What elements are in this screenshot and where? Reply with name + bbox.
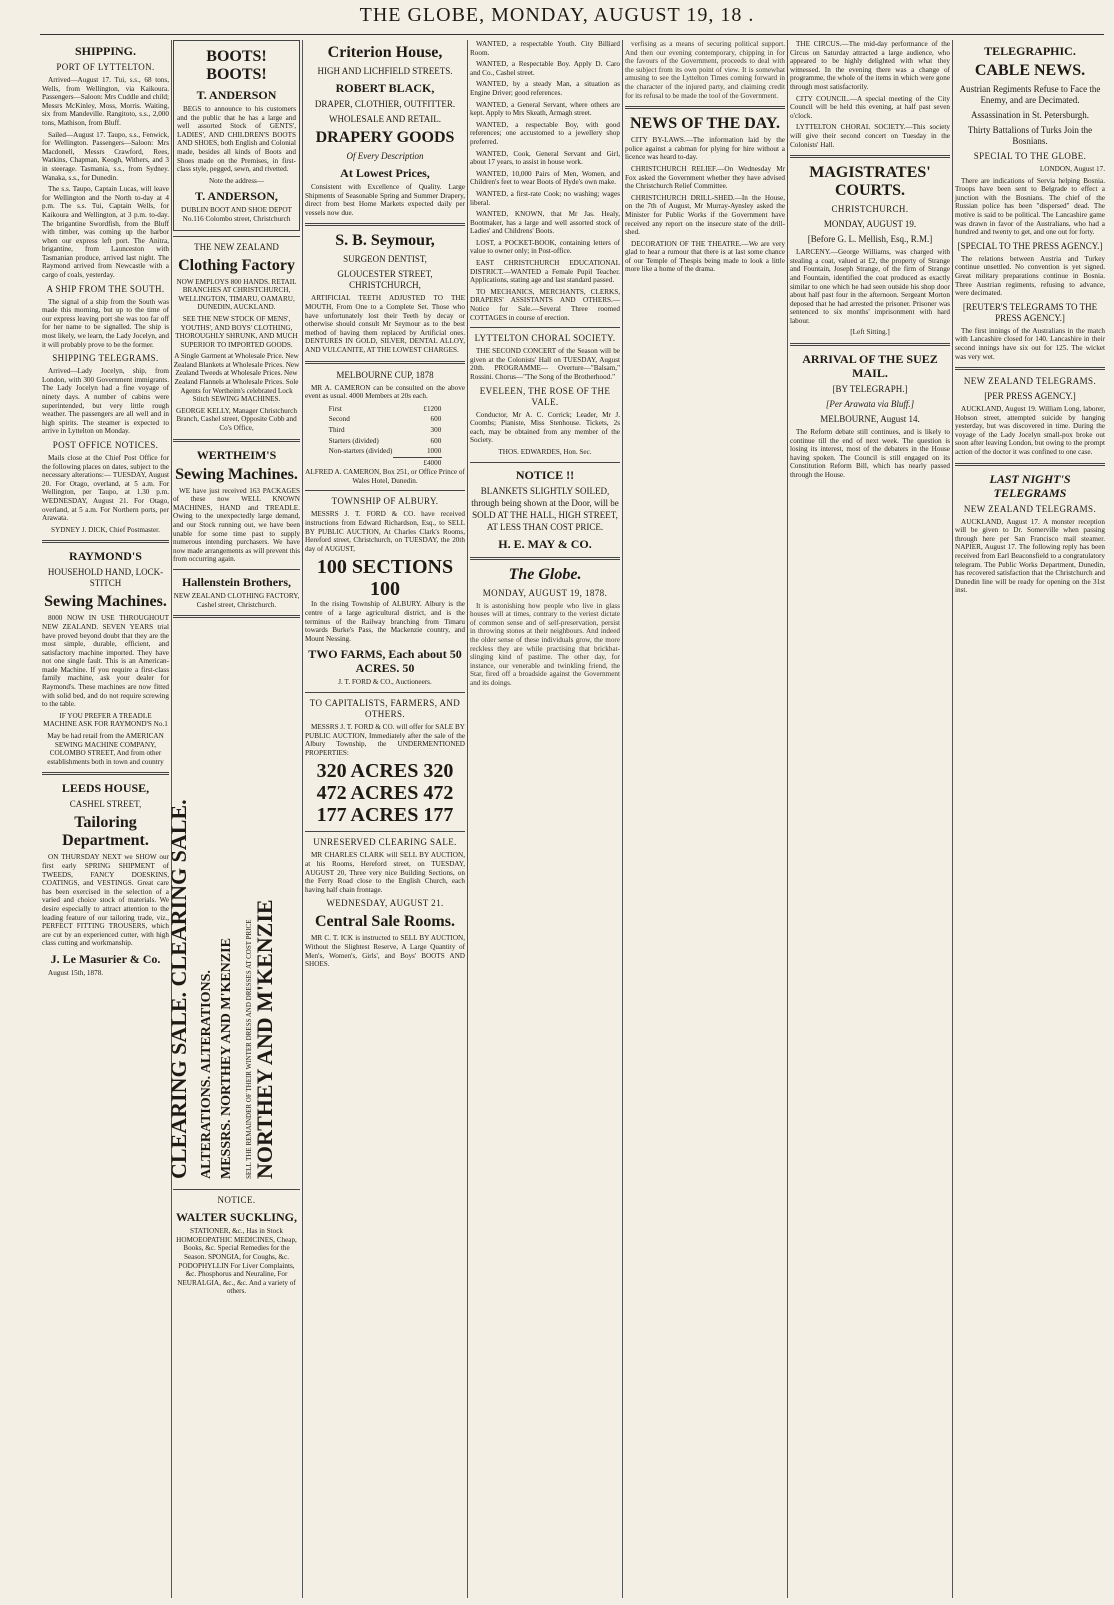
sailed-text: Sailed—August 17. Taupo, s.s., Fenwick, for Wellington. Passengers—Saloon: Mrs Macdonell, Messrs Crawford, Rees, Watkins, Chapman, Keogh, Withers, and 3 in steerage. Tasmania, s.s., from Sydney. Wanaka, s.s., for Dunedin. <box>42 130 169 182</box>
globe-date: MONDAY, AUGUST 19, 1878. <box>482 587 608 598</box>
separator <box>955 463 1105 466</box>
cable-sub-2: Assassination in St. Petersburgh. <box>970 110 1090 120</box>
press-text: The relations between Austria and Turkey continue unsettled. No convention is yet signed. Great military preparations continue in Bosnia. Three Austrian regiments, refusing to advance, were decimated. <box>955 254 1105 298</box>
cable-heading: CABLE NEWS. <box>974 62 1086 79</box>
wanted-item: WANTED, Cook, General Servant and Girl, about 17 years, to assist in house work. <box>470 149 620 167</box>
separator <box>625 106 785 109</box>
leeds-heading: LEEDS HOUSE, <box>61 781 150 796</box>
prize-value: 1000 <box>426 447 442 456</box>
wanted-item: WANTED, a respectable Youth. City Billiard Room. <box>470 40 620 57</box>
notice-heading: NOTICE !! <box>515 467 575 482</box>
column-divider <box>467 40 468 1598</box>
wanted-item: WANTED, a respectable Boy, with good references; one accustomed to a jewellery shop preferred. <box>470 120 620 146</box>
arrived-text: Arrived—August 17. Tui, s.s., 68 tons, Wells, from Wellington, via Kaikoura. Passengers—Saloon: Mrs Cuddle and child; Messrs McKinley, Moss, Morris. Waiting, six from Mandeville. Rangitoto, s.s., 2,000 tons, Mathison, from Bluff. <box>42 76 169 127</box>
albury-text-2: In the rising Township of ALBURY. Albury is the centre of a large agricultural district, and is the terminus of the Railway branching from Timaru towards Burke's Pass, the Mackenzie country, and Mount Nessing. <box>305 600 465 643</box>
melbourne-text: MR A. CAMERON can be consulted on the above event as usual. 4000 Members at 20s each. <box>305 383 465 401</box>
news-item: CHRISTCHURCH DRILL-SHED.—In the House, on the 7th of August, Mr Murray-Aynsley asked the Minister for Public Works if the Government have received any report on the insecure state of the drill-shed. <box>625 193 785 237</box>
column-shipping <box>42 40 169 1598</box>
criterion-heading: Criterion House, <box>327 44 443 61</box>
cable-sub: Austrian Regiments Refuse to Face the Enemy, and are Decimated. <box>959 84 1101 105</box>
drapery-sub: Of Every Description <box>346 151 424 161</box>
blankets-text: BLANKETS SLIGHTLY SOILED, through being shown at the Door, will be SOLD AT THE HALL, HIGH STREET, AT LESS THAN COST PRICE. <box>471 485 619 532</box>
albury-sections: 100 SECTIONS 100 <box>316 556 454 601</box>
prize-label: Starters (divided) <box>328 436 379 445</box>
city-council-text: CITY COUNCIL.—A special meeting of the City Council will be held this evening, at half past seven o'clock. <box>790 94 950 120</box>
table-row <box>328 457 443 468</box>
central-text: MR C. T. ICK is instructed to SELL BY AUCTION, Without the Slightest Reserve, A Large Quantity of Men's, Women's, Girls', and Boys' BOOTS AND SHOES. <box>305 934 465 969</box>
circus-text: THE CIRCUS.—The mid-day performance of the Circus on Saturday attracted a large audience, who appeared to be highly delighted with what they witnessed. In the evening there was a change of programme, the whole of the items in which were gone through most satisfactorily. <box>790 40 950 91</box>
remainder-text: SELL THE REMAINDER OF THEIR WINTER DRESS AND DRESSES AT COST PRICE <box>245 919 253 1180</box>
seymour-address: GLOUCESTER STREET, CHRISTCHURCH, <box>337 269 433 291</box>
telegrams-text: Arrived—Lady Jocelyn, ship, from London, with 300 Government immigrants. The Lady Jocelyn had a fine voyage of ninety days. A number of cabins were superintended, but very little rough weather. The passengers are all well and in high spirits. The steamer is expected to arrive in Lyttelton on Monday. <box>42 367 169 436</box>
magistrates-before: [Before G. L. Mellish, Esq., R.M.] <box>807 234 933 245</box>
shipping-heading: SHIPPING. <box>74 44 136 58</box>
lost-item: LOST, a POCKET-BOOK, containing letters of value to owner only; in Post-office. <box>470 238 620 256</box>
telegrams-heading: SHIPPING TELEGRAMS. <box>52 353 159 364</box>
column-divider <box>952 40 953 1598</box>
walter-text: STATIONER, &c., Has in Stock HOMOEOPATHIC MEDICINES, Cheap, Books, &c. Special Remedies for the Season. SPONGIA, for Coughs, &c. PODOPHYLLIN For Liver Complaints, &c. Phosphorus and Neuraline, For NEURALGIA, &c., &c. And a variety of others. <box>176 1227 297 1296</box>
wanted-item: WANTED, by a steady Man, a situation as Engine Driver; good references. <box>470 80 620 97</box>
post-office-text: Mails close at the Chief Post Office for the following places on dates, subject to the necessary alterations:— TUESDAY, August 20. For Otago, overland, at 5 a.m. For Wellington, per Taupo, at 1.30 p.m. WEDNESDAY, August 21. For Otago, overland, at 5 a.m. For Northern ports, per Arawata. <box>42 453 169 523</box>
choral-sign: THOS. EDWARDES, Hon. Sec. <box>498 447 592 456</box>
separator <box>42 772 169 775</box>
magistrates-heading: MAGISTRATES' COURTS. <box>809 164 931 200</box>
last-night-heading: LAST NIGHT'S TELEGRAMS <box>989 471 1071 500</box>
last-night-text: AUCKLAND, August 17. A monster reception will be given to Dr. Somerville when passing through here per San Francisco mail steamer. NAPIER, August 17. The following reply has been received from Earl Beaconsfield to a congratulatory telegram. The Public Works Department, Dunedin, has recovered satisfaction that the Christchurch and Dunedin line will be ready for opening on the 31st inst. <box>955 517 1105 595</box>
column-telegraphic <box>955 40 1105 1598</box>
column-news <box>625 40 785 1598</box>
column-courts <box>790 40 950 1598</box>
albury-sign: J. T. FORD & CO., Auctioneers. <box>338 678 432 687</box>
separator <box>173 615 300 618</box>
melbourne-sign: ALFRED A. CAMERON, Box 251, or Office Prince of Wales Hotel, Dunedin. <box>305 468 465 485</box>
blankets-sign: H. E. MAY & CO. <box>498 536 592 551</box>
albury-text: MESSRS J. T. FORD & CO. have received instructions from Edward Richardson, Esq., to SELL BY PUBLIC AUCTION, At Charles Clark's Rooms, Hereford street, Christchurch, on TUESDAY, the 20th day of AUGUST, <box>305 510 465 553</box>
nz-telegrams-heading: NEW ZEALAND TELEGRAMS. <box>963 376 1097 387</box>
acres-472: 472 ACRES 472 <box>316 782 454 805</box>
leeds-title: Tailoring Department. <box>62 814 149 850</box>
cable-text: There are indications of Servia helping Bosnia. Troops have been sent to Belgrade to effect a junction with the Bosnians. The chief of the Russian police has been "dispersed" dead. The motive is said to be political. The Lancashire game was drawn in favor of the Australians, who had a hundred and twenty to get, and one out for forty. <box>955 176 1105 237</box>
albury-heading: TOWNSHIP OF ALBURY. <box>331 496 439 507</box>
capitalists-text: MESSRS J. T. FORD & CO. will offer for SALE BY PUBLIC AUCTION, Immediately after the sale of the Albury Township, the UNDERMENTIONED PROPERTIES: <box>305 723 465 757</box>
ship-south-text: The signal of a ship from the South was made this morning, but up to the time of our express leaving port she was too far off for her name to be signalled. The ship is most likely, we learn, the Lady Jocelyn, and it will probably prove to be the former. <box>42 297 169 349</box>
prize-value: 600 <box>430 436 442 445</box>
news-item: CITY BY-LAWS.—The information laid by the police against a cabman for plying for hire without a licence was heard to-day. <box>625 136 785 162</box>
northey-footer: NORTHEY AND M'KENZIE <box>252 899 277 1180</box>
leeds-text: ON THURSDAY NEXT we SHOW our first early SPRING SHIPMENT of TWEEDS, FANCY DOESKINS, COATINGS, and VESTINGS. Great care has been exercised in the selection of a varied and choice stock of materials. We desire especially to attract attention to the leading feature of our tailoring trade, viz., PERFECT FITTING TROUSERS, which are cut by an experienced cutter, with high class cutting and workmanship. <box>42 853 169 948</box>
wanted-item: WANTED, a Respectable Boy. Apply D. Caro and Co., Cashel street. <box>470 60 620 77</box>
separator <box>305 223 465 226</box>
central-heading: Central Sale Rooms. <box>315 913 455 931</box>
london-date: LONDON, August 17. <box>1039 165 1105 173</box>
hallenstein-text: NEW ZEALAND CLOTHING FACTORY, Cashel street, Christchurch. <box>173 591 300 609</box>
boots-address: DUBLIN BOOT AND SHOE DEPOT No.116 Colombo street, Christchurch <box>181 206 292 223</box>
nz-telegrams-text: AUCKLAND, August 19. William Long, laborer, Hobson street, attempted suicide by hanging yesterday, but was discovered in time. During the voyage of the Lady Jocelyn small-pox broke out soon after leaving London, but owing to the prompt action of the doctor it was confined to one case. <box>955 405 1105 457</box>
table-row <box>328 404 443 415</box>
nz-manager: GEORGE KELLY, Manager Christchurch Branch, Cashel street, Opposite Cobb and Co's Office, <box>176 406 297 433</box>
suez-date: MELBOURNE, August 14. <box>820 414 920 425</box>
nz-more: A Single Garment at Wholesale Price. New Zealand Blankets at Wholesale Prices. New Zealand Tweeds at Wholesale Prices. New Zealand Flannels at Wholesale Prices. Sole Agents for Wertheim's celebrated Lock Stitch SEWING MACHINES. <box>173 352 300 404</box>
prize-label: Third <box>328 425 345 434</box>
separator <box>790 343 950 346</box>
nz-stock: SEE THE NEW STOCK OF MENS', YOUTHS', AND BOYS' CLOTHING, THOROUGHLY SHRUNK, AND MUCH SUPERIOR TO IMPORTED GOODS. <box>175 314 298 349</box>
telegraphic-heading: TELEGRAPHIC. <box>984 44 1076 58</box>
table-row <box>328 414 443 425</box>
nz-press-heading: [PER PRESS AGENCY.] <box>984 391 1076 402</box>
globe-heading: The Globe. <box>508 565 582 583</box>
separator <box>42 540 169 543</box>
reuter-text: The first innings of the Australians in the match with Lancashire closed for 140. Lancashire in their second innings have six out for 125. The wicket was very wet. <box>955 326 1105 361</box>
shipping-text: The s.s. Taupo, Captain Lucas, will leave for Wellington and the North to-day at 4 p.m. The s.s. Tui, Captain Wells, for Kaikoura and Wellington, at 3 p.m. to-day. The brigantine Swordfish, from the Bluff with timber, was coming up the harbor when our express left port. The Anitra, brigantine, from Launceston with Tasmanian produce, arrived last night. The Raymond arrived from Newcastle with a cargo of coals, yesterday. <box>42 185 169 280</box>
table-row <box>328 446 443 457</box>
wanted-item: WANTED, KNOWN, that Mr Jas. Healy, Bootmaker, has a large and well assorted stock of Ladies' and Childrens' Boots. <box>470 210 620 236</box>
drapery-prices: At Lowest Prices, <box>340 166 430 180</box>
choral-note: LYTTELTON CHORAL SOCIETY.—This society will give their second concert on Tuesday in the Colonists' Hall. <box>790 123 950 149</box>
boots-ad <box>173 40 300 231</box>
prize-label <box>328 457 394 468</box>
wertheim-text: WE have just received 163 PACKAGES of these now WELL KNOWN MACHINES, HAND and TREADLE. Owing to the unexpectedly large demand, and our Stock running out, we have been unable for some time past to supply numerous intending purchasers. We have now made arrangements as will prevent this from occurring again. <box>173 486 300 564</box>
prize-label: Non-starters (divided) <box>328 447 393 456</box>
boots-name: T. ANDERSON <box>196 88 277 102</box>
criterion-address: HIGH AND LICHFIELD STREETS. <box>317 66 453 76</box>
clearing-sale-ad <box>166 624 300 1184</box>
drapery-heading: DRAPERY GOODS <box>315 129 455 146</box>
left-sitting: [Left Sitting.] <box>850 328 890 337</box>
editorial-continued: verfising as a means of securing political support. And then our evening contemporary, chipping in for the favours of the Government, proceeds to deal with the subject from its own point of view. It is somewhat amusing to see the Lyttelton Times coming forward in the character of the injured party, and claiming credit for its refusal to be made the tool of the Government. <box>625 40 785 100</box>
boots-name-2: T. ANDERSON, <box>195 189 278 204</box>
unreserved-date: WEDNESDAY, AUGUST 21. <box>326 898 444 909</box>
news-item: DECORATION OF THE THEATRE.—We are very glad to hear a rumour that there is at last some chance of our Temple of Thespis being made to look a little more like a home of the drama. <box>625 239 785 274</box>
column-ads-1 <box>166 40 300 1598</box>
raymond-retail: May be had retail from the AMERICAN SEWING MACHINE COMPANY, COLOMBO STREET, And from other establishments both in town and country <box>47 732 164 766</box>
albury-farms: TWO FARMS, Each about 50 ACRES. 50 <box>308 647 462 676</box>
column-divider <box>302 40 303 1598</box>
leeds-sign: J. Le Masurier & Co. <box>50 951 161 966</box>
prize-table <box>328 404 443 469</box>
criterion-roles: DRAPER, CLOTHIER, OUTFITTER. <box>314 99 456 109</box>
unreserved-heading: UNRESERVED CLEARING SALE. <box>313 837 457 848</box>
suez-per: [Per Arawata via Bluff.] <box>825 399 915 410</box>
leeds-sub: CASHEL STREET, <box>69 799 142 810</box>
special-heading: SPECIAL TO THE GLOBE. <box>973 151 1087 161</box>
separator <box>173 439 300 442</box>
nz-heading: THE NEW ZEALAND <box>194 241 279 252</box>
east-christchurch: EAST CHRISTCHURCH EDUCATIONAL DISTRICT.—WANTED a Female Pupil Teacher. Applications, stating age and last standard passed. <box>470 259 620 285</box>
separator <box>955 367 1105 370</box>
clearing-sale-heading: CLEARING SALE. CLEARING SALE. <box>166 799 191 1180</box>
prize-value: 300 <box>430 425 442 434</box>
mechanics-notice: TO MECHANICS, MERCHANTS, CLERKS, DRAPERS' ASSISTANTS AND OTHERS.—Notice for Sale.—Several Three roomed COTTAGES in course of erection. <box>470 287 620 322</box>
seymour-heading: S. B. Seymour, <box>335 232 435 250</box>
boots-text: BEGS to announce to his customers and the public that he has a large and well assorted Stock of GENTS', LADIES', AND CHILDREN'S BOOTS AND SHOES, both English and Colonial made, besides all kinds of Boots and Shoes made on the Premises, in first-class style, pegged, sewn, and rivetted. <box>177 105 296 174</box>
raymond-treadle: IF YOU PREFER A TREADLE MACHINE ASK FOR RAYMOND'S No.1 <box>43 711 168 729</box>
press-agency-heading: [SPECIAL TO THE PRESS AGENCY.] <box>957 240 1103 251</box>
news-heading: NEWS OF THE DAY. <box>630 115 780 133</box>
suez-by: [BY TELEGRAPH.] <box>832 384 908 395</box>
separator <box>173 569 300 570</box>
postmaster-sign: SYDNEY J. DICK, Chief Postmaster. <box>51 525 160 534</box>
choral-tail: Conductor, Mr A. C. Corrick; Leader, Mr J. Coombs; Pianiste, Miss Stenhouse. Tickets, 2s each, may be obtained from any member of the Society. <box>470 410 620 445</box>
post-office-heading: POST OFFICE NOTICES. <box>52 439 159 450</box>
acres-177: 177 ACRES 177 <box>316 804 454 827</box>
prize-value: 600 <box>430 415 442 424</box>
drapery-text: Consistent with Excellence of Quality. Large Shipments of Seasonable Spring and Summer Drapery, direct from best Home Markets expected daily per vessels now due. <box>305 183 465 217</box>
ship-south-heading: A SHIP FROM THE SOUTH. <box>46 283 165 294</box>
separator <box>470 327 620 328</box>
acres-320: 320 ACRES 320 <box>316 760 454 783</box>
news-item: CHRISTCHURCH RELIEF.—On Wednesday Mr Fox asked the Government whether they have advised the Christchurch Relief Committee. <box>625 164 785 191</box>
wanted-item: WANTED, a first-rate Cook; no washing; wages liberal. <box>470 189 620 207</box>
wertheim-title: Sewing Machines. <box>175 465 298 483</box>
raymond-sub: HOUSEHOLD HAND, LOCK-STITCH <box>47 567 164 589</box>
unreserved-text: MR CHARLES CLARK will SELL BY AUCTION, at his Rooms, Hereford street, on TUESDAY, AUGUST 20, Three very nice Building Sections, on the Ferry Road close to the English Church, each having half chain frontage. <box>305 851 465 894</box>
magistrates-text: LARCENY.—George Williams, was charged with stealing a coat, valued at £2, the property of Strange and Fountain, Joseph Strange, of the firm of Strange and Fountain, identified the coat produced as exactly similar to one which he had seen outside his shop door about half past four in the afternoon. Sergeant Morton deposed that he had arrested the prisoner. Prisoner was sentenced to six months' imprisonment with hard labour. <box>790 248 950 325</box>
column-divider <box>622 40 623 1598</box>
magistrates-date: MONDAY, AUGUST 19. <box>823 219 917 230</box>
wanted-item: WANTED, 10,000 Pairs of Men, Women, and Children's feet to wear Boots of Hyde's own make. <box>470 169 620 187</box>
nz-text: NOW EMPLOYS 800 HANDS. RETAIL BRANCHES AT CHRISTCHURCH, WELLINGTON, TIMARU, OAMARU, DUNEDIN, AUCKLAND. <box>176 277 297 312</box>
wanted-item: WANTED, a General Servant, where others are kept. Apply to Mrs Skeath, Armagh street. <box>470 100 620 118</box>
prize-total: £4000 <box>393 457 442 468</box>
separator <box>305 692 465 693</box>
leeds-date: August 15th, 1878. <box>48 968 104 977</box>
port-heading: PORT OF LYTTELTON. <box>56 62 155 72</box>
column-ads-2 <box>305 40 465 1598</box>
choral-text: THE SECOND CONCERT of the Season will be given at the Colonists' Hall on TUESDAY, August 20th. PROGRAMME— Overture—"Balsam," Rossini. Chorus—"The Song of the Brotherhood." <box>470 347 620 381</box>
table-row <box>328 425 443 436</box>
prize-value: £1200 <box>423 404 442 413</box>
capitalists-heading: TO CAPITALISTS, FARMERS, AND OTHERS. <box>309 698 461 719</box>
choral-eveleen: EVELEEN, THE ROSE OF THE VALE. <box>479 385 611 407</box>
wertheim-heading: WERTHEIM'S <box>196 447 277 462</box>
nz-telegrams-heading-2: NEW ZEALAND TELEGRAMS. <box>963 503 1097 514</box>
masthead-rule <box>40 34 1104 35</box>
column-divider <box>787 40 788 1598</box>
reuter-heading: [REUTER'S TELEGRAMS TO THE PRESS AGENCY.] <box>962 301 1098 323</box>
separator <box>305 361 465 364</box>
notice-heading: NOTICE. <box>217 1195 256 1206</box>
masthead: THE GLOBE, MONDAY, AUGUST 19, 18 . <box>359 4 755 26</box>
nz-title: Clothing Factory <box>178 256 295 274</box>
separator <box>790 155 950 158</box>
seymour-text: ARTIFICIAL TEETH ADJUSTED TO THE MOUTH, From One to a Complete Set. Those who have unfortunately lost their Teeth by decay or otherwise should consult Mr Seymour as to the best method of having them replaced by Artificial ones. DENTURES IN GOLD, SILVER, DENTAL ALLOY, AND VULCANITE, AT THE LOWEST CHARGES. <box>305 294 465 354</box>
melbourne-heading: MELBOURNE CUP, 1878 <box>336 369 434 380</box>
column-wanted <box>470 40 620 1598</box>
seymour-sub: SURGEON DENTIST, <box>343 254 427 265</box>
separator <box>470 462 620 463</box>
hallenstein-heading: Hallenstein Brothers, <box>181 574 292 589</box>
suez-text: The Reform debate still continues, and is likely to continue till the end of next week. The question is losing its interest, most of the debaters in the House having spoken. The Council is still engaged on its Constitution Reform Bill, which has nearly passed through the House. <box>790 428 950 480</box>
prize-label: Second <box>328 415 350 424</box>
raymond-title: Sewing Machines. <box>44 593 167 611</box>
northey-heading: MESSRS. NORTHEY AND M'KENZIE <box>219 938 234 1180</box>
raymond-heading: RAYMOND'S <box>69 549 142 564</box>
suez-heading: ARRIVAL OF THE SUEZ MAIL. <box>802 352 938 381</box>
choral-heading: LYTTELTON CHORAL SOCIETY. <box>474 333 616 344</box>
criterion-wholesale: WHOLESALE AND RETAIL. <box>328 114 441 124</box>
separator <box>305 831 465 832</box>
magistrates-place: CHRISTCHURCH. <box>831 204 909 215</box>
boots-heading: BOOTS! BOOTS! <box>206 48 267 83</box>
separator <box>305 490 465 491</box>
separator <box>470 557 620 560</box>
raymond-text: 8000 NOW IN USE THROUGHOUT NEW ZEALAND. SEVEN YEARS trial have proved beyond doubt that they are the most simple, durable, efficient, and satisfactory machine imported. They have not one single fault. This is an American-made Machine. If you require a first-class family machine, ask your dealer for Raymond's. These machines are now fitted with solid bed, and do not require screwing to the table. <box>42 614 169 709</box>
table-row <box>328 436 443 447</box>
criterion-name: ROBERT BLACK, <box>335 81 435 95</box>
alterations-heading: ALTERATIONS. ALTERATIONS. <box>199 970 214 1180</box>
separator <box>173 1189 300 1190</box>
globe-editorial: It is astonishing how people who live in glass houses will at times, contrary to the veriest dictate of common sense and of self-preservation, persist in throwing stones at their neighbours. And indeed the older sense of these individuals grow, the more reckless they are while practising that brickbat-slinging kind of pastime. The other day, for instance, our venerable and twinkling friend, the Star, fired off a broadside against the Government and its doings. <box>470 601 620 687</box>
separator <box>173 236 300 237</box>
boots-note: Note the address— <box>208 176 265 185</box>
cable-sub-3: Thirty Battalions of Turks Join the Bosnians. <box>967 125 1093 146</box>
prize-label: First <box>328 404 342 413</box>
walter-name: WALTER SUCKLING, <box>176 1210 297 1225</box>
